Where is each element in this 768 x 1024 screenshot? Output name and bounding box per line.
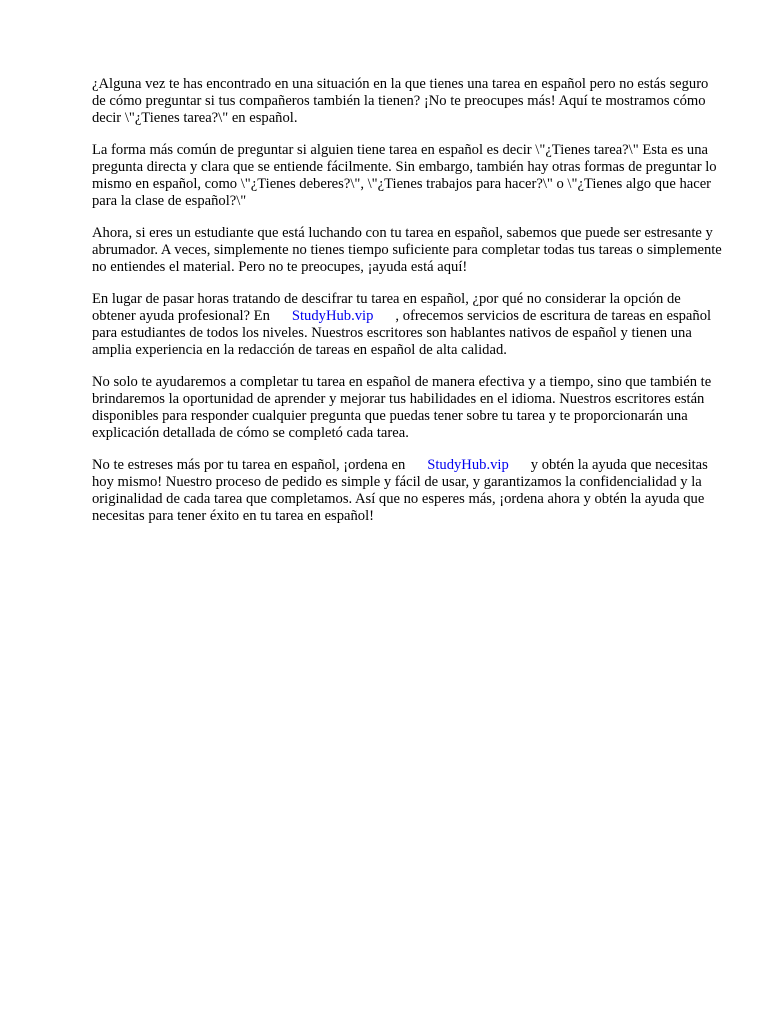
paragraph-text-before-link: No te estreses más por tu tarea en español, ¡ordena en (92, 457, 406, 473)
paragraph-text-after-link: y obtén la ayuda que necesitas hoy mismo! Nuestro proceso de pedido es simple y fácil de usar, y garantizamos la confidencialidad y la originalidad de cada tarea que completamos. Así que no esperes más, ¡ordena ahora y obtén la ayuda que necesitas para tener éxito en tu tarea en español! (92, 457, 708, 524)
paragraph-student-struggle: Ahora, si eres un estudiante que está luchando con tu tarea en español, sabemos que puede ser estresante y abrumador. A veces, simplemente no tienes tiempo suficiente para completar todas tus tareas o simplemente no entiendes el material. Pero no te preocupes, ¡ayuda está aquí! (92, 225, 722, 275)
studyhub-link[interactable]: StudyHub.vip (291, 308, 374, 324)
paragraph-call-to-action (92, 457, 722, 525)
paragraph-professional-help (92, 291, 722, 359)
paragraph-intro: ¿Alguna vez te has encontrado en una situación en la que tienes una tarea en español pero no estás seguro de cómo preguntar si tus compañeros también la tienen? ¡No te preocupes más! Aquí te mostramos cómo decir \"¿Tienes tarea?\" en español. (92, 76, 709, 126)
studyhub-link[interactable]: StudyHub.vip (427, 457, 509, 473)
document-body (92, 76, 722, 540)
paragraph-text-after-link: , ofrecemos servicios de escritura de tareas en español para estudiantes de todos los niveles. Nuestros escritores son hablantes nativos de español y tienen una amplia experiencia en la redacción de tareas en español de alta calidad. (92, 308, 712, 358)
paragraph-learning: No solo te ayudaremos a completar tu tarea en español de manera efectiva y a tiempo, sino que también te brindaremos la oportunidad de aprender y mejorar tus habilidades en el idioma. Nuestros escritores están disponibles para responder cualquier pregunta que puedas tener sobre tu tarea y te proporcionarán una explicación detallada de cómo se completó cada tarea. (92, 374, 712, 441)
paragraph-text-before-link: En lugar de pasar horas tratando de descifrar tu tarea en español, ¿por qué no considerar la opción de obtener ayuda profesional? En (92, 291, 681, 324)
paragraph-common-form: La forma más común de preguntar si alguien tiene tarea en español es decir \"¿Tienes tarea?\" Esta es una pregunta directa y clara que se entiende fácilmente. Sin embargo, también hay otras formas de preguntar lo mismo en español, como \"¿Tienes deberes?\", \"¿Tienes trabajos para hacer?\" o \"¿Tienes algo que hacer para la clase de español?\" (92, 142, 717, 209)
